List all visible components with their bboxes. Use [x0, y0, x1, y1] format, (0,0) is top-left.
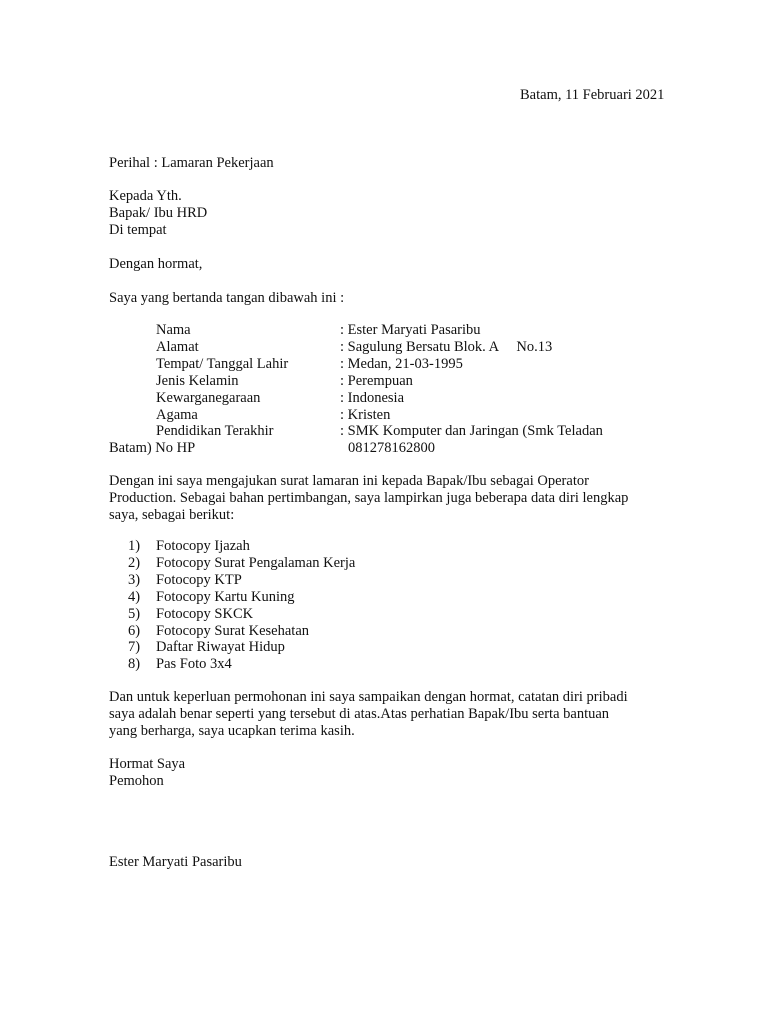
list-text: Fotocopy KTP — [156, 572, 242, 588]
paragraph-line: Dengan ini saya mengajukan surat lamaran ini kepada Bapak/Ibu sebagai Operator — [109, 473, 589, 489]
biodata-row — [0, 423, 620, 440]
biodata-row — [0, 322, 620, 339]
signature-name: Ester Maryati Pasaribu — [109, 854, 242, 870]
closing-line: Pemohon — [109, 772, 164, 789]
recipient-line: Di tempat — [109, 221, 167, 238]
biodata-label: Agama — [156, 407, 198, 423]
list-text: Fotocopy Surat Pengalaman Kerja — [156, 555, 356, 571]
list-number: 6) — [128, 623, 141, 639]
biodata-value: : Medan, 21-03-1995 — [340, 356, 463, 372]
biodata-label: Tempat/ Tanggal Lahir — [156, 356, 289, 372]
list-number: 7) — [128, 639, 141, 655]
paragraph-line: saya, sebagai berikut: — [109, 506, 235, 523]
list-text: Fotocopy Surat Kesehatan — [156, 623, 310, 639]
list-number: 8) — [128, 656, 141, 672]
attachment-list — [0, 538, 768, 674]
biodata-label-continuation: Batam) No HP — [109, 440, 196, 456]
list-number: 1) — [128, 538, 141, 554]
list-item — [0, 639, 620, 656]
intro-line: Saya yang bertanda tangan dibawah ini : — [109, 290, 345, 306]
list-number: 2) — [128, 555, 141, 571]
biodata-value: : Perempuan — [340, 373, 413, 389]
biodata-row — [0, 407, 620, 424]
biodata-label: Alamat — [156, 339, 199, 355]
list-item — [0, 589, 620, 606]
recipient-block — [109, 188, 207, 238]
closing-line: Hormat Saya — [109, 756, 186, 772]
biodata-value: : Kristen — [340, 407, 391, 423]
biodata-label: Kewarganegaraan — [156, 390, 261, 406]
biodata-value: : Ester Maryati Pasaribu — [340, 322, 481, 338]
list-item — [0, 606, 620, 623]
paragraph-line: saya adalah benar seperti yang tersebut di atas.Atas perhatian Bapak/Ibu serta bantuan — [109, 705, 610, 722]
paragraph-line: Production. Sebagai bahan pertimbangan, saya lampirkan juga beberapa data diri lengkap — [109, 489, 629, 506]
list-item — [0, 572, 620, 589]
list-item — [0, 538, 620, 555]
list-item — [0, 656, 620, 673]
letter-date: Batam, 11 Februari 2021 — [520, 87, 665, 103]
list-text: Pas Foto 3x4 — [156, 656, 232, 672]
biodata-label: Jenis Kelamin — [156, 373, 239, 389]
biodata-row — [0, 356, 620, 373]
recipient-line: Bapak/ Ibu HRD — [109, 204, 208, 221]
list-text: Fotocopy Ijazah — [156, 538, 250, 554]
list-text: Fotocopy Kartu Kuning — [156, 589, 295, 605]
biodata-value: : Indonesia — [340, 390, 405, 406]
list-text: Daftar Riwayat Hidup — [156, 639, 285, 655]
list-number: 4) — [128, 589, 141, 605]
paragraph-line: yang berharga, saya ucapkan terima kasih. — [109, 722, 355, 739]
list-number: 3) — [128, 572, 141, 588]
closing-block — [109, 756, 185, 790]
biodata-table — [0, 322, 768, 462]
subject-line: Perihal : Lamaran Pekerjaan — [109, 155, 274, 171]
biodata-row — [0, 373, 620, 390]
biodata-row — [0, 440, 620, 457]
list-item — [0, 623, 620, 640]
recipient-line: Kepada Yth. — [109, 188, 182, 204]
biodata-row — [0, 339, 620, 356]
biodata-value: : SMK Komputer dan Jaringan (Smk Teladan — [340, 423, 603, 439]
list-text: Fotocopy SKCK — [156, 606, 254, 622]
application-paragraph — [109, 473, 628, 523]
closing-paragraph — [109, 689, 628, 739]
list-number: 5) — [128, 606, 141, 622]
biodata-value: 081278162800 — [348, 440, 435, 456]
biodata-label: Pendidikan Terakhir — [156, 423, 274, 439]
list-item — [0, 555, 620, 572]
biodata-row — [0, 390, 620, 407]
greeting: Dengan hormat, — [109, 256, 203, 272]
biodata-value: : Sagulung Bersatu Blok. A No.13 — [340, 339, 553, 355]
paragraph-line: Dan untuk keperluan permohonan ini saya sampaikan dengan hormat, catatan diri pribadi — [109, 689, 628, 705]
biodata-label: Nama — [156, 322, 191, 338]
